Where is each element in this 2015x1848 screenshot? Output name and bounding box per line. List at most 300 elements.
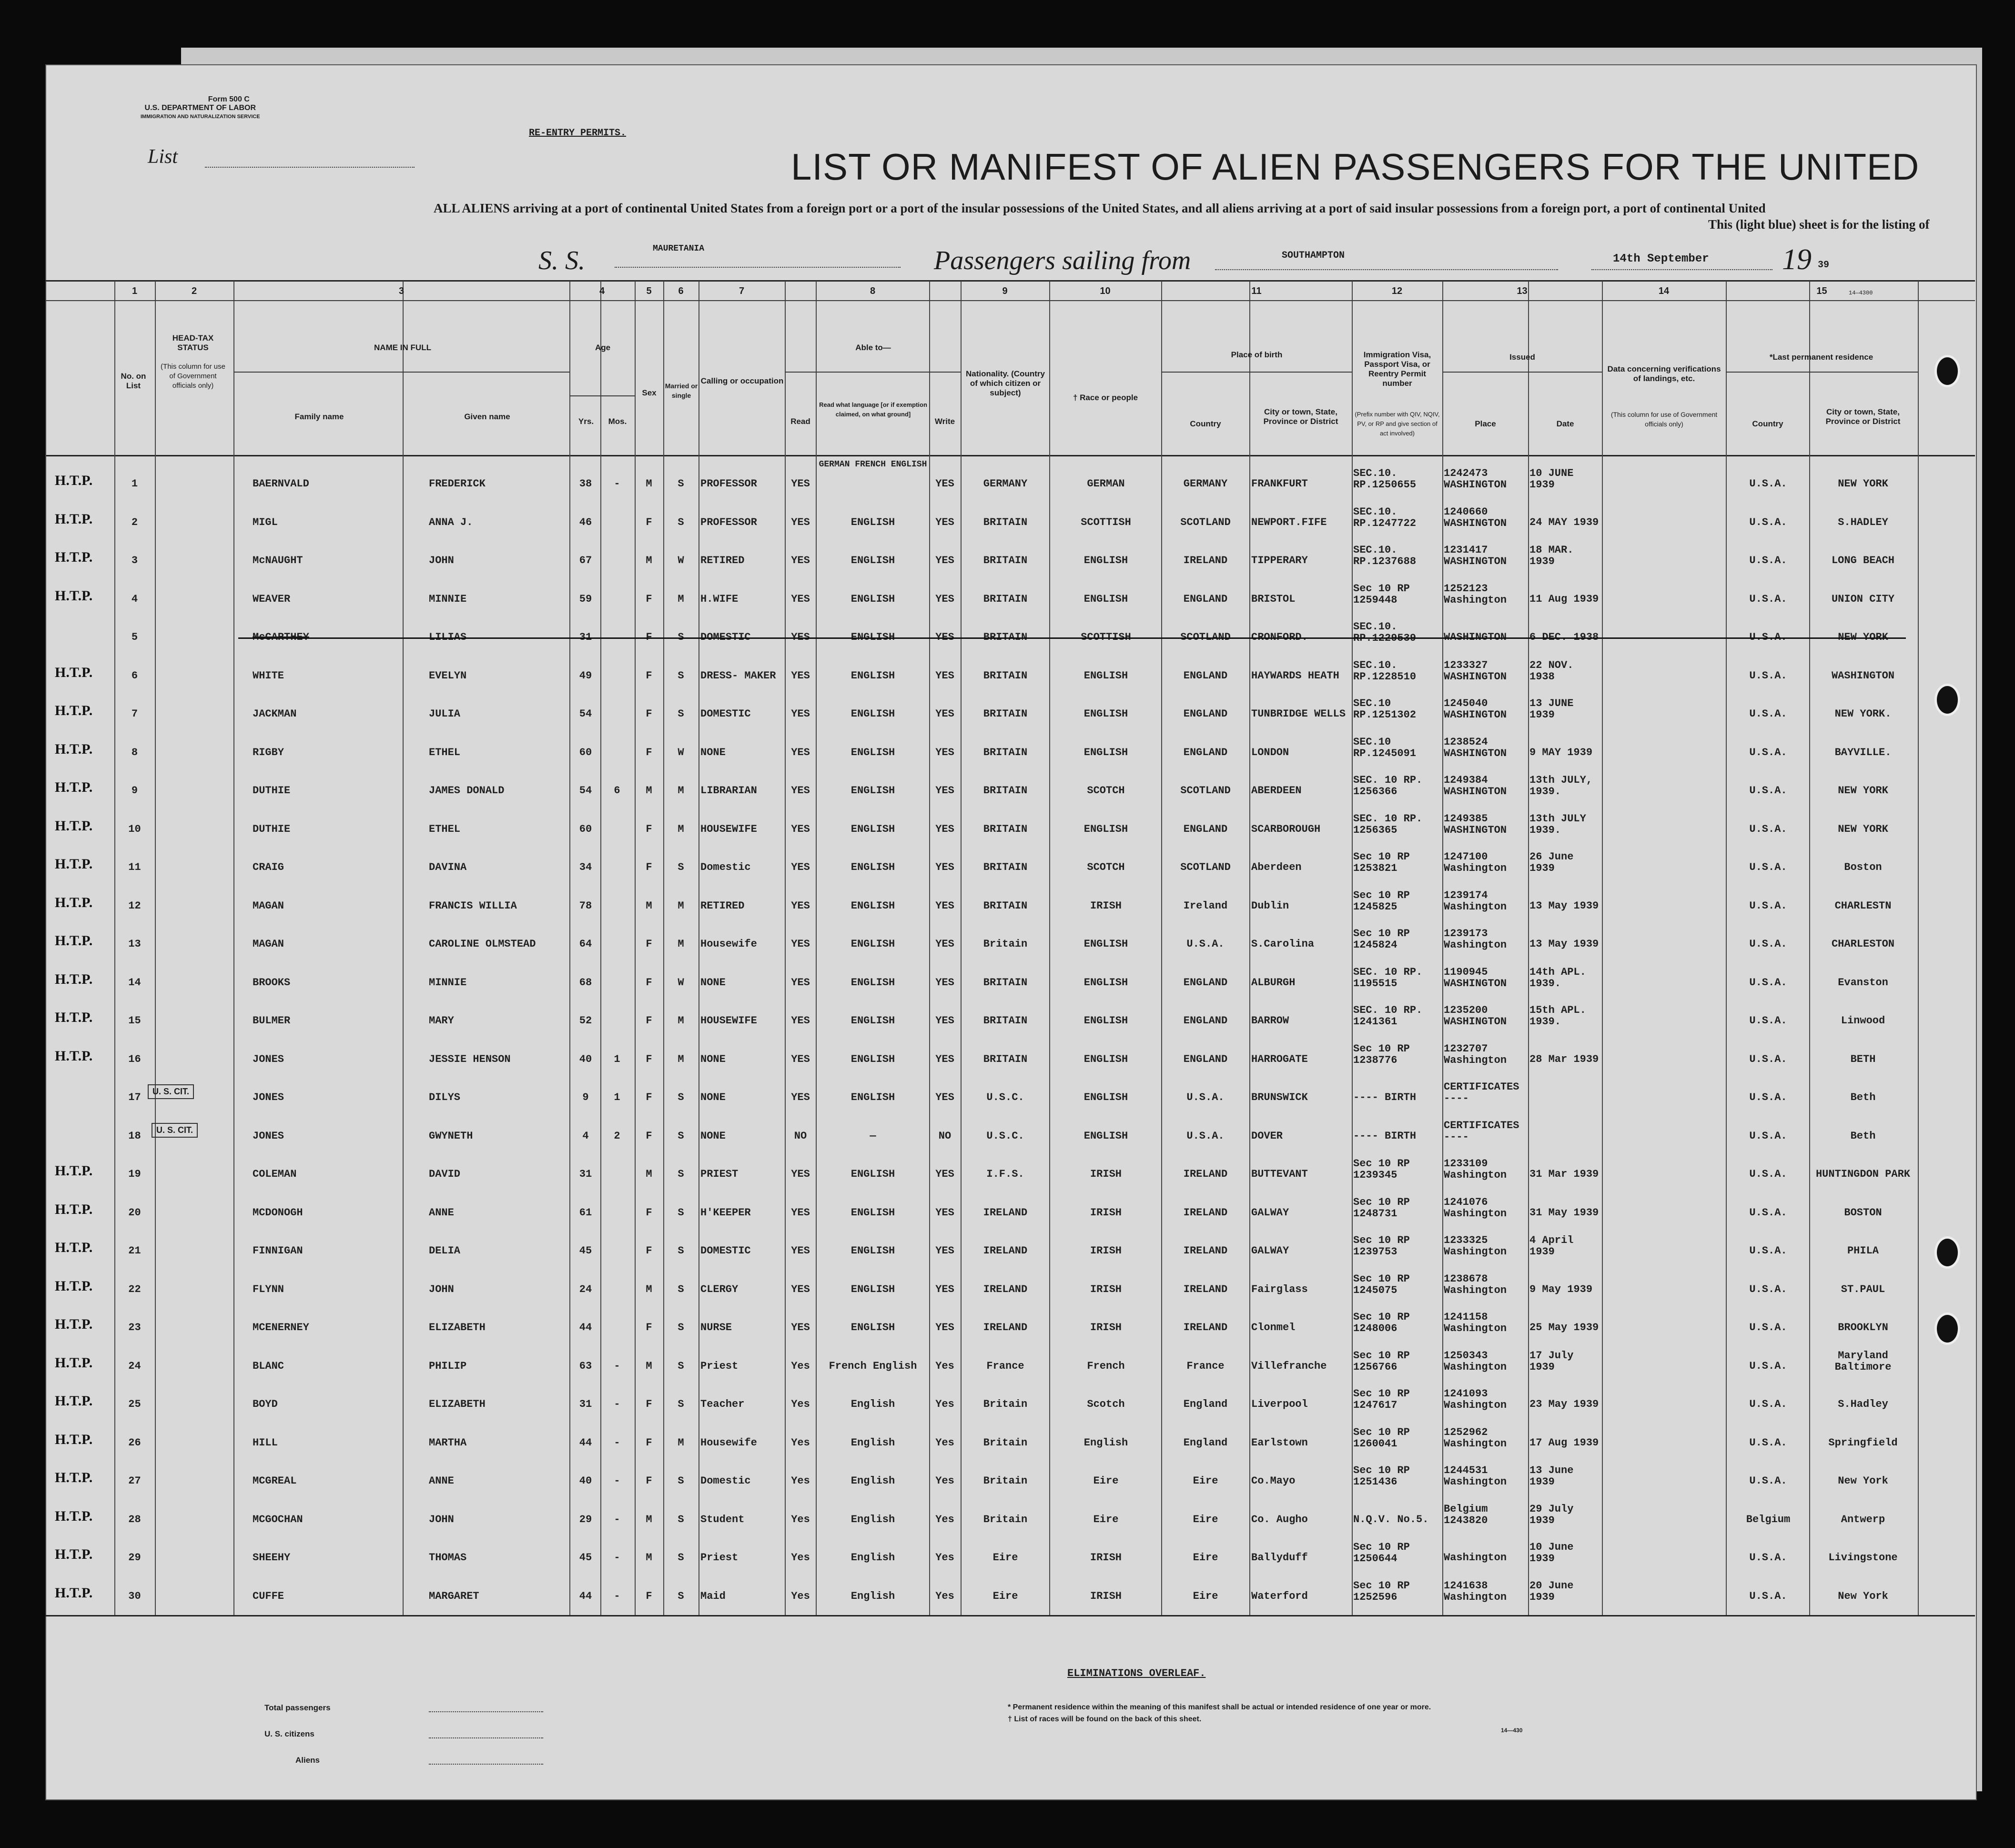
col-head-res-city: City or town, State, Province or District: [1825, 407, 1901, 426]
column-rule: [569, 281, 570, 1615]
cell-no: 20: [128, 1207, 141, 1219]
cell-occ: DOMESTIC: [700, 708, 751, 720]
cell-occ: H.WIFE: [700, 593, 739, 605]
htp-stamp: H.T.P.: [55, 818, 93, 834]
cell-visa: SEC. 10 RP. 1256365: [1353, 813, 1423, 836]
cell-country: U.S.A.: [1186, 1092, 1225, 1103]
cell-lang: ENGLISH: [851, 1322, 895, 1333]
cell-country: ENGLAND: [1183, 1053, 1228, 1065]
cell-given: DILYS: [429, 1092, 461, 1103]
cell-yrs: 45: [579, 1245, 592, 1257]
cell-race: ENGLISH: [1083, 670, 1128, 682]
cell-no: 8: [131, 747, 138, 758]
cell-nat: BRITAIN: [983, 555, 1028, 566]
reentry-label: RE-ENTRY PERMITS.: [529, 128, 627, 139]
cell-occ: Domestic: [700, 862, 751, 873]
htp-stamp: H.T.P.: [55, 1431, 93, 1447]
cell-country: IRELAND: [1183, 555, 1228, 566]
cell-res-city: BROOKLYN: [1838, 1322, 1888, 1333]
cell-res-city: BOSTON: [1844, 1207, 1882, 1219]
cell-nat: BRITAIN: [983, 708, 1028, 720]
cell-mos: 1: [614, 1092, 620, 1103]
cell-no: 23: [128, 1322, 141, 1333]
col-head-race: † Race or people: [1073, 393, 1138, 402]
cell-ms: M: [678, 823, 684, 835]
cell-mos: -: [614, 1399, 620, 1410]
cell-given: JESSIE HENSON: [429, 1053, 511, 1065]
cell-sex: M: [646, 1283, 652, 1295]
cell-res-country: U.S.A.: [1749, 1207, 1787, 1219]
list-number-line: [205, 167, 415, 168]
cell-occ: Priest: [700, 1552, 739, 1564]
cell-no: 21: [128, 1245, 141, 1257]
department: U.S. DEPARTMENT OF LABOR: [144, 104, 256, 112]
cell-ms: S: [678, 1207, 684, 1219]
cell-ms: W: [678, 555, 684, 566]
cell-read: Yes: [791, 1514, 810, 1525]
cell-city: GALWAY: [1251, 1207, 1289, 1219]
cell-race: ENGLISH: [1083, 1053, 1128, 1065]
cell-lang: ENGLISH: [851, 632, 895, 643]
cell-mos: -: [614, 1437, 620, 1449]
port-line: [1215, 269, 1558, 270]
cell-sex: F: [646, 1245, 652, 1257]
binder-hole: [1934, 355, 1960, 387]
cell-yrs: 67: [579, 555, 592, 566]
cell-lang: ENGLISH: [851, 977, 895, 989]
cell-occ: NURSE: [700, 1322, 732, 1333]
cell-res-country: U.S.A.: [1749, 1475, 1787, 1487]
cell-occ: H'KEEPER: [700, 1207, 751, 1219]
cell-yrs: 68: [579, 977, 592, 989]
cell-date: 18 MAR. 1939: [1529, 545, 1574, 567]
cell-lang: ENGLISH: [851, 555, 895, 566]
col-head-place-birth: Place of birth: [1231, 350, 1283, 359]
cell-write: Yes: [935, 1399, 954, 1410]
cell-occ: Teacher: [700, 1399, 745, 1410]
cell-yrs: 34: [579, 862, 592, 873]
total-passengers-label: Total passengers: [264, 1703, 331, 1712]
cell-family: FINNIGAN: [253, 1245, 303, 1257]
cell-family: FLYNN: [253, 1283, 284, 1295]
cell-lang: English: [851, 1514, 895, 1525]
cell-yrs: 52: [579, 1015, 592, 1027]
cell-visa: Sec 10 RP 1245824: [1353, 928, 1410, 951]
cell-place: CERTIFICATES ----: [1444, 1120, 1519, 1143]
cell-occ: Priest: [700, 1360, 739, 1372]
cell-given: JOHN: [429, 555, 454, 566]
col-head-visa-note: (Prefix number with QIV, NQIV, PV, or RP and give section of act involved): [1355, 411, 1440, 437]
col-head-data: Data concerning verifications of landings, etc.: [1607, 364, 1721, 383]
cell-nat: GERMANY: [983, 478, 1028, 490]
cell-no: 24: [128, 1360, 141, 1372]
cell-sex: F: [646, 1475, 652, 1487]
htp-stamp: H.T.P.: [55, 1240, 93, 1255]
cell-nat: Britain: [983, 1514, 1028, 1525]
cell-city: Liverpool: [1251, 1399, 1308, 1410]
cell-res-city: HUNTINGDON PARK: [1815, 1169, 1911, 1180]
htp-stamp: H.T.P.: [55, 511, 93, 527]
cell-yrs: 64: [579, 939, 592, 950]
cell-res-city: Linwood: [1841, 1015, 1885, 1027]
cell-visa: SEC. 10 RP. 1256366: [1353, 775, 1423, 798]
cell-write: Yes: [935, 1475, 954, 1487]
cell-mos: -: [614, 1552, 620, 1564]
cell-write: YES: [935, 516, 954, 528]
cell-yrs: 29: [579, 1514, 592, 1525]
cell-read: YES: [791, 1322, 810, 1333]
cell-given: EVELYN: [429, 670, 467, 682]
cell-place: 1250343 Washington: [1444, 1350, 1507, 1373]
cell-ms: S: [678, 478, 684, 490]
cell-lang: English: [851, 1590, 895, 1602]
htp-stamp: H.T.P.: [55, 1316, 93, 1332]
cell-res-city: NEW YORK: [1838, 823, 1888, 835]
cell-no: 29: [128, 1552, 141, 1564]
instructions-line-2: This (light blue) sheet is for the listing of: [1708, 217, 1930, 232]
cell-city: BRUNSWICK: [1251, 1092, 1308, 1103]
cell-city: HARROGATE: [1251, 1053, 1308, 1065]
cell-given: DAVINA: [429, 862, 467, 873]
year-suffix: 39: [1818, 260, 1830, 271]
list-label: List: [148, 146, 178, 168]
cell-ms: S: [678, 1590, 684, 1602]
cell-ms: S: [678, 1283, 684, 1295]
cell-lang: ENGLISH: [851, 823, 895, 835]
cell-no: 17: [128, 1092, 141, 1103]
sailing-label: Passengers sailing from: [934, 246, 1191, 275]
cell-given: ANNA J.: [429, 516, 473, 528]
cell-lang: ENGLISH: [851, 593, 895, 605]
cell-no: 26: [128, 1437, 141, 1449]
cell-no: 7: [131, 708, 138, 720]
sailing-date: 14th September: [1613, 252, 1709, 265]
cell-nat: U.S.C.: [986, 1092, 1024, 1103]
cell-date: 13 May 1939: [1529, 939, 1599, 950]
cell-read: YES: [791, 747, 810, 758]
cell-res-city: Evanston: [1838, 977, 1888, 989]
cell-write: Yes: [935, 1437, 954, 1449]
cell-visa: SEC.10. RP.1247722: [1353, 506, 1417, 529]
cell-race: GERMAN: [1087, 478, 1125, 490]
cell-read: YES: [791, 478, 810, 490]
us-citizen-stamp: U. S. CIT.: [148, 1084, 194, 1099]
cell-res-country: U.S.A.: [1749, 1322, 1787, 1333]
us-citizen-stamp: U. S. CIT.: [152, 1123, 198, 1138]
cell-family: WHITE: [253, 670, 284, 682]
cell-occ: DOMESTIC: [700, 1245, 751, 1257]
cell-lang: ENGLISH: [851, 747, 895, 758]
htp-stamp: H.T.P.: [55, 894, 93, 910]
cell-city: NEWPORT.FIFE: [1251, 516, 1327, 528]
cell-date: 13th JULY 1939.: [1529, 813, 1586, 836]
column-rule: [1352, 281, 1353, 1615]
cell-city: DOVER: [1251, 1130, 1283, 1142]
cell-country: IRELAND: [1183, 1245, 1228, 1257]
column-number: 6: [678, 286, 684, 296]
cell-date: 13 June 1939: [1529, 1465, 1574, 1488]
cell-place: 1240660 WASHINGTON: [1444, 506, 1507, 529]
cell-sex: F: [646, 1590, 652, 1602]
cell-res-country: U.S.A.: [1749, 1130, 1787, 1142]
cell-yrs: 44: [579, 1437, 592, 1449]
cell-no: 2: [131, 516, 138, 528]
cell-lang: ENGLISH: [851, 670, 895, 682]
cell-family: BROOKS: [253, 977, 291, 989]
cell-place: 1244531 Washington: [1444, 1465, 1507, 1488]
cell-family: DUTHIE: [253, 785, 291, 797]
cell-no: 18: [128, 1130, 141, 1142]
cell-occ: Housewife: [700, 939, 757, 950]
cell-nat: BRITAIN: [983, 632, 1028, 643]
cell-family: JONES: [253, 1130, 284, 1142]
cell-res-country: U.S.A.: [1749, 785, 1787, 797]
cell-nat: France: [986, 1360, 1024, 1372]
cell-ms: S: [678, 708, 684, 720]
cell-race: IRISH: [1090, 900, 1122, 912]
cell-visa: Sec 10 RP 1245825: [1353, 889, 1410, 913]
cell-yrs: 54: [579, 708, 592, 720]
cell-no: 22: [128, 1283, 141, 1295]
column-number: 11: [1251, 286, 1262, 296]
cell-visa: SEC.10 RP.1251302: [1353, 698, 1417, 721]
cell-city: Ballyduff: [1251, 1552, 1308, 1564]
cell-date: 4 April 1939: [1529, 1235, 1574, 1258]
cell-read: YES: [791, 1015, 810, 1027]
cell-read: Yes: [791, 1437, 810, 1449]
cell-race: IRISH: [1090, 1552, 1122, 1564]
cell-no: 16: [128, 1053, 141, 1065]
htp-stamp: H.T.P.: [55, 1470, 93, 1485]
cell-date: 11 Aug 1939: [1529, 593, 1599, 605]
cell-yrs: 61: [579, 1207, 592, 1219]
cell-place: 1249384 WASHINGTON: [1444, 775, 1507, 798]
cell-res-city: CHARLESTN: [1834, 900, 1892, 912]
cell-sex: M: [646, 1169, 652, 1180]
cell-visa: Sec 10 RP 1248731: [1353, 1196, 1410, 1220]
cell-yrs: 59: [579, 593, 592, 605]
cell-no: 10: [128, 823, 141, 835]
cell-no: 28: [128, 1514, 141, 1525]
cell-ms: M: [678, 593, 684, 605]
column-number: 3: [398, 286, 405, 296]
cell-race: Scotch: [1087, 1399, 1125, 1410]
cell-given: PHILIP: [429, 1360, 467, 1372]
cell-occ: DOMESTIC: [700, 632, 751, 643]
cell-given: ELIZABETH: [429, 1399, 486, 1410]
cell-yrs: 40: [579, 1475, 592, 1487]
cell-place: CERTIFICATES ----: [1444, 1081, 1519, 1104]
cell-given: FRANCIS WILLIA: [429, 900, 517, 912]
cell-lang: English: [851, 1437, 895, 1449]
cell-lang: ENGLISH: [851, 1092, 895, 1103]
htp-stamp: H.T.P.: [55, 1585, 93, 1601]
total-passengers-line: [429, 1711, 543, 1712]
col-head-family: Family name: [294, 412, 344, 421]
column-rule: [1249, 281, 1250, 1615]
cell-occ: PROFESSOR: [700, 478, 757, 490]
cell-ms: M: [678, 785, 684, 797]
cell-place: 1233327 WASHINGTON: [1444, 659, 1507, 683]
cell-read: YES: [791, 1053, 810, 1065]
col-head-given: Given name: [464, 412, 510, 421]
cell-race: French: [1087, 1360, 1125, 1372]
cell-family: HILL: [253, 1437, 278, 1449]
cell-write: YES: [935, 593, 954, 605]
cell-family: CRAIG: [253, 862, 284, 873]
cell-city: BUTTEVANT: [1251, 1169, 1308, 1180]
cell-yrs: 24: [579, 1283, 592, 1295]
cell-date: 22 NOV. 1938: [1529, 659, 1574, 683]
ss-label: S. S.: [538, 246, 585, 275]
cell-lang: ENGLISH: [851, 708, 895, 720]
cell-read: YES: [791, 1283, 810, 1295]
cell-lang: ENGLISH: [851, 900, 895, 912]
cell-no: 25: [128, 1399, 141, 1410]
cell-res-country: U.S.A.: [1749, 1360, 1787, 1372]
header-subrule: [233, 372, 569, 373]
cell-place: 1238678 Washington: [1444, 1273, 1507, 1296]
cell-res-country: U.S.A.: [1749, 555, 1787, 566]
cell-sex: F: [646, 1092, 652, 1103]
cell-sex: M: [646, 785, 652, 797]
column-number: 12: [1391, 286, 1403, 296]
cell-city: SCARBOROUGH: [1251, 823, 1321, 835]
cell-ms: M: [678, 900, 684, 912]
cell-read: YES: [791, 900, 810, 912]
cell-no: 9: [131, 785, 138, 797]
cell-place: 1252123 Washington: [1444, 583, 1507, 606]
cell-res-city: New York: [1838, 1475, 1888, 1487]
cell-res-city: Maryland Baltimore: [1834, 1350, 1892, 1373]
cell-read: YES: [791, 977, 810, 989]
col-head-mos: Mos.: [608, 417, 627, 426]
cell-res-country: U.S.A.: [1749, 632, 1787, 643]
cell-race: ENGLISH: [1083, 977, 1128, 989]
cell-occ: PROFESSOR: [700, 516, 757, 528]
cell-country: GERMANY: [1183, 478, 1228, 490]
cell-no: 6: [131, 670, 138, 682]
cell-no: 13: [128, 939, 141, 950]
header-subrule: [1161, 372, 1352, 373]
departure-port: SOUTHAMPTON: [1282, 250, 1345, 261]
cell-res-country: U.S.A.: [1749, 1245, 1787, 1257]
cell-sex: F: [646, 1130, 652, 1142]
cell-visa: Sec 10 RP 1256766: [1353, 1350, 1410, 1373]
cell-ms: M: [678, 1053, 684, 1065]
cell-write: YES: [935, 747, 954, 758]
cell-no: 27: [128, 1475, 141, 1487]
cell-city: Fairglass: [1251, 1283, 1308, 1295]
cell-place: Belgium 1243820: [1444, 1503, 1488, 1526]
form-header: [141, 95, 260, 121]
cell-read: YES: [791, 632, 810, 643]
cell-country: U.S.A.: [1186, 939, 1225, 950]
cell-city: Earlstown: [1251, 1437, 1308, 1449]
column-rule: [233, 281, 234, 1615]
cell-sex: F: [646, 516, 652, 528]
cell-res-country: U.S.A.: [1749, 478, 1787, 490]
cell-family: BULMER: [253, 1015, 291, 1027]
cell-res-city: LONG BEACH: [1831, 555, 1895, 566]
cell-race: SCOTTISH: [1081, 516, 1131, 528]
cell-res-country: U.S.A.: [1749, 1552, 1787, 1564]
cell-ms: S: [678, 1399, 684, 1410]
cell-family: BAERNVALD: [253, 478, 309, 490]
column-rule: [1442, 281, 1443, 1615]
cell-given: ANNE: [429, 1475, 454, 1487]
cell-date: 10 June 1939: [1529, 1542, 1574, 1565]
cell-sex: M: [646, 478, 652, 490]
cell-occ: RETIRED: [700, 555, 745, 566]
cell-city: FRANKFURT: [1251, 478, 1308, 490]
cell-country: ENGLAND: [1183, 708, 1228, 720]
cell-nat: BRITAIN: [983, 862, 1028, 873]
cell-given: JAMES DONALD: [429, 785, 505, 797]
col-head-yrs: Yrs.: [578, 417, 594, 426]
cell-lang: English: [851, 1552, 895, 1564]
column-rule: [1049, 281, 1050, 1615]
cell-res-country: U.S.A.: [1749, 1053, 1787, 1065]
cell-race: ENGLISH: [1083, 1130, 1128, 1142]
cell-yrs: 38: [579, 478, 592, 490]
cell-family: MCENERNEY: [253, 1322, 309, 1333]
cell-res-country: U.S.A.: [1749, 1283, 1787, 1295]
col-head-name: NAME IN FULL: [374, 343, 431, 352]
cell-race: ENGLISH: [1083, 593, 1128, 605]
cell-city: TIPPERARY: [1251, 555, 1308, 566]
cell-nat: BRITAIN: [983, 1015, 1028, 1027]
cell-occ: DRESS- MAKER: [700, 670, 776, 682]
cell-date: 29 July 1939: [1529, 1503, 1574, 1526]
cell-write: NO: [938, 1130, 952, 1142]
cell-place: 1235200 WASHINGTON: [1444, 1005, 1507, 1028]
cell-yrs: 45: [579, 1552, 592, 1564]
column-number: 8: [870, 286, 876, 296]
cell-mos: -: [614, 1514, 620, 1525]
cell-family: MAGAN: [253, 939, 284, 950]
cell-visa: Sec 10 RP 1248006: [1353, 1312, 1410, 1334]
cell-res-country: U.S.A.: [1749, 862, 1787, 873]
col-head-data-note: (This column for use of Government officials only): [1610, 411, 1718, 428]
htp-stamp: H.T.P.: [55, 1546, 93, 1562]
cell-occ: NONE: [700, 1130, 726, 1142]
cell-place: Washington: [1444, 1552, 1507, 1564]
cell-lang: ENGLISH: [851, 1169, 895, 1180]
cell-occ: HOUSEWIFE: [700, 823, 757, 835]
cell-family: MAGAN: [253, 900, 284, 912]
cell-visa: SEC.10. RP.1229539: [1353, 621, 1417, 644]
aliens-line: [429, 1764, 543, 1765]
cell-yrs: 31: [579, 1399, 592, 1410]
htp-stamp: H.T.P.: [55, 856, 93, 872]
htp-stamp: H.T.P.: [55, 473, 93, 488]
column-number: 9: [1002, 286, 1008, 296]
cell-occ: PRIEST: [700, 1169, 739, 1180]
cell-place: 1239174 Washington: [1444, 889, 1507, 913]
cell-given: GWYNETH: [429, 1130, 473, 1142]
htp-stamp: H.T.P.: [55, 1048, 93, 1064]
cell-race: SCOTCH: [1087, 862, 1125, 873]
column-rule: [1726, 281, 1727, 1615]
cell-country: ENGLAND: [1183, 823, 1228, 835]
cell-city: Waterford: [1251, 1590, 1308, 1602]
cell-given: JULIA: [429, 708, 461, 720]
cell-res-city: NEW YORK.: [1834, 708, 1892, 720]
column-rule: [1602, 281, 1603, 1615]
cell-ms: S: [678, 1322, 684, 1333]
cell-place: 1231417 WASHINGTON: [1444, 545, 1507, 567]
